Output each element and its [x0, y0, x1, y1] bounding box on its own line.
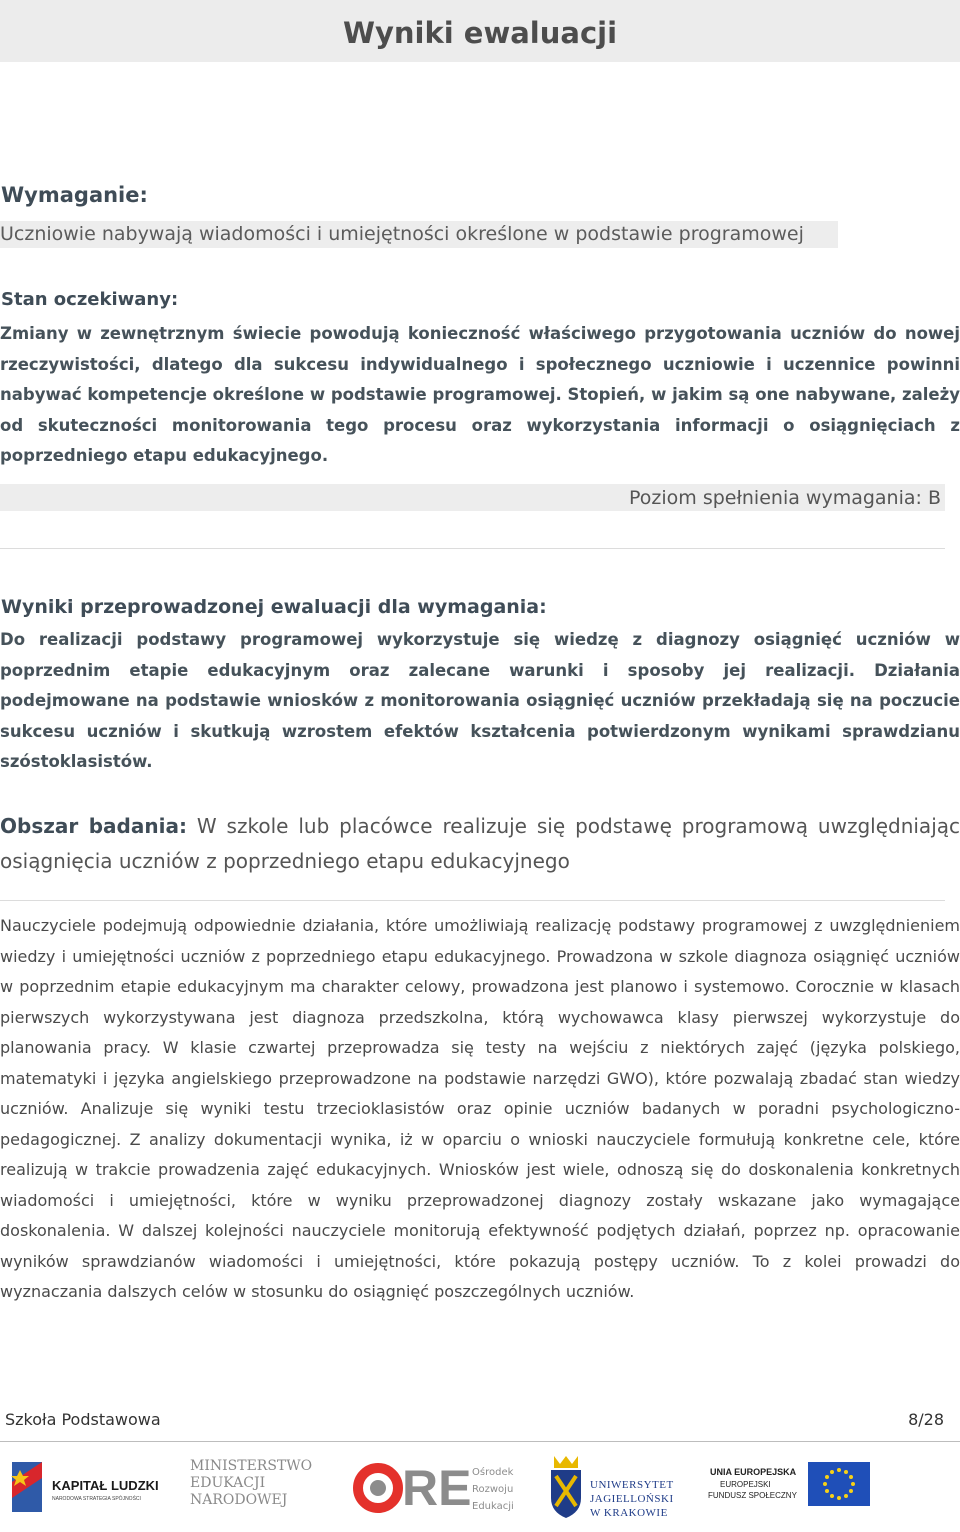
results-label: Wyniki przeprowadzonej ewaluacji dla wymagania:	[1, 596, 547, 618]
ore-line-3: Edukacji	[472, 1501, 514, 1512]
research-area-text: W szkole lub placówce realizuje się podstawę programową uwzględniając osiągnięcia uczniów z poprzedniego etapu edukacyjnego	[0, 814, 960, 873]
requirement-text: Uczniowie nabywają wiadomości i umiejętności określone w podstawie programowej	[0, 221, 838, 248]
ministry-line-3: NARODOWEJ	[190, 1492, 288, 1508]
requirement-level-bar	[0, 484, 945, 511]
page-title: Wyniki ewaluacji	[342, 16, 618, 50]
expected-state-text: Zmiany w zewnętrznym świecie powodują konieczność właściwego przygotowania uczniów do nowej rzeczywistości, dlatego dla sukcesu indywidualnego i społecznego uczniowie i uczennice powinni nabywać kompetencje określone w podstawie programowej. Stopień, w jakim są one nabywane, zależy od skuteczności monitorowania tego procesu oraz wykorzystania informacji o osiągnięciach z poprzedniego etapu edukacyjnego.	[0, 324, 960, 465]
uj-line-2: JAGIELLOŃSKI	[590, 1493, 674, 1505]
ore-ring-icon	[352, 1462, 404, 1514]
research-area	[0, 809, 960, 879]
ministry-logo	[190, 1458, 320, 1518]
eu-line-1: UNIA EUROPEJSKA	[710, 1467, 797, 1477]
kapital-ludzki-logo	[10, 1458, 170, 1518]
divider	[0, 548, 945, 549]
ore-line-2: Rozwoju	[472, 1484, 514, 1495]
footer-logos	[0, 1450, 960, 1530]
page-header	[0, 0, 960, 62]
footer-school-name: Szkoła Podstawowa	[5, 1410, 161, 1429]
uj-crest-icon	[548, 1454, 584, 1520]
ore-mark: RE	[402, 1460, 472, 1516]
kapital-ludzki-subtitle: NARODOWA STRATEGIA SPÓJNOŚCI	[52, 1496, 141, 1502]
results-text: Do realizacji podstawy programowej wykorzystuje się wiedzę z diagnozy osiągnięć uczniów w poprzednim etapie edukacyjnym oraz zalecane warunki i sposoby jej realizacji. Działania podejmowane na podstawie wniosków z monitorowania osiągnięć uczniów przekładają się na poczucie sukcesu uczniów i skutkują wzrostem efektów kształcenia potwierdzonym wynikami sprawdzianu szóstoklasistów.	[0, 630, 960, 771]
ore-logo	[352, 1462, 532, 1518]
eu-flag-icon	[808, 1462, 870, 1506]
kapital-ludzki-emblem-icon	[10, 1458, 50, 1516]
divider	[0, 900, 945, 901]
requirement-level-text: Poziom spełnienia wymagania: B	[629, 487, 941, 509]
eu-logo	[708, 1462, 873, 1514]
expected-state-label: Stan oczekiwany:	[1, 289, 179, 310]
kapital-ludzki-title: KAPITAŁ LUDZKI	[52, 1478, 159, 1493]
eu-line-3: FUNDUSZ SPOŁECZNY	[708, 1491, 797, 1500]
ministry-line-2: EDUKACJI	[190, 1475, 266, 1491]
footer-page-number: 8/28	[908, 1410, 944, 1429]
uj-logo	[548, 1454, 688, 1526]
footer-divider	[0, 1441, 960, 1442]
requirement-label: Wymaganie:	[1, 183, 148, 207]
ore-line-1: Ośrodek	[472, 1467, 514, 1478]
ministry-line-1: MINISTERSTWO	[190, 1458, 313, 1474]
eu-line-2: EUROPEJSKI	[720, 1480, 771, 1489]
uj-line-3: W KRAKOWIE	[590, 1507, 668, 1519]
research-area-label: Obszar badania:	[0, 814, 187, 838]
uj-line-1: UNIWERSYTET	[590, 1479, 674, 1491]
body-text: Nauczyciele podejmują odpowiednie działania, które umożliwiają realizację podstawy programowej z uwzględnieniem wiedzy i umiejętności uczniów z poprzedniego etapu edukacyjnego. Prowadzona w szkole diagnoza osiągnięć uczniów w poprzednim etapie edukacyjnym ma charakter celowy, prowadzona jest planowo i systemowo. Corocznie w klasach pierwszych wykorzystywana jest diagnoza przedszkolna, którą wychowawca klasy pierwszej wykorzystuje do planowania pracy. W klasie czwartej przeprowadza się testy na wejściu z niektórych zajęć (języka polskiego, matematyki i języka angielskiego przeprowadzone na podstawie narzędzi GWO), które pozwalają zbadać stan wiedzy uczniów. Analizuje się wyniki testu trzecioklasistów oraz opinie uczniów badanych w poradni psychologiczno-pedagogicznej. Z analizy dokumentacji wynika, iż w oparciu o wnioski nauczyciele formułują konkretne cele, które realizują w trakcie prowadzenia zajęć edukacyjnych. Wniosków jest wiele, odnoszą się do doskonalenia konkretnych wiadomości i umiejętności, które w wyniku przeprowadzonej diagnozy zostały wskazane jako wymagające doskonalenia. W dalszej kolejności nauczyciele monitorują efektywność podjętych działań, poprzez np. opracowanie wyników sprawdzianów wiadomości i umiejętności, które pokazują postępy uczniów. To z kolei prowadzi do wyznaczania dalszych celów w stosunku do osiągnięć poszczególnych uczniów.	[0, 916, 960, 1301]
